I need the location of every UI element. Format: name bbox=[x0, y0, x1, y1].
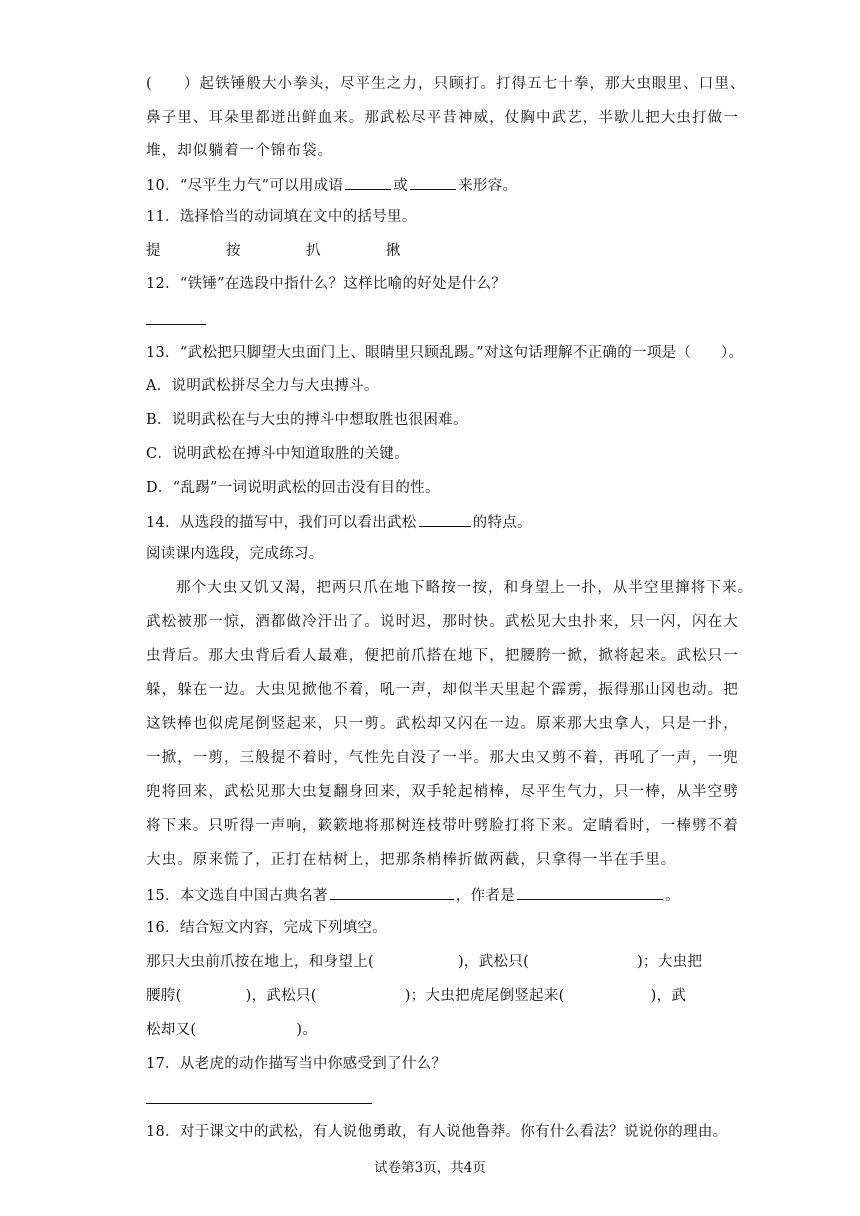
verb-option: 扒 bbox=[306, 243, 321, 259]
verb-options bbox=[146, 241, 446, 261]
fill-text: )。 bbox=[296, 1022, 318, 1038]
passage2-line: 一掀，一剪，三般提不着时，气性先自没了一半。那大虫又剪不着，再吼了一声，一兜 bbox=[146, 750, 739, 766]
question-15 bbox=[146, 884, 726, 906]
question-10 bbox=[146, 174, 726, 196]
question-11: 11．选择恰当的动词填在文中的括号里。 bbox=[146, 209, 417, 225]
q14-prefix: 14．从选段的描写中，我们可以看出武松 bbox=[146, 515, 417, 531]
passage1-line: ( ）起铁锤般大小拳头，尽平生之力，只顾打。打得五七十拳，那大虫眼里、口里、 bbox=[146, 76, 746, 92]
answer-blank[interactable] bbox=[345, 174, 391, 190]
verb-option: 揪 bbox=[386, 243, 401, 259]
answer-blank[interactable] bbox=[330, 884, 454, 900]
passage2-line: 这铁棒也似虎尾倒竖起来，只一剪。武松却又闪在一边。原来那大虫拿人，只是一扑， bbox=[146, 716, 739, 732]
option-a[interactable]: A．说明武松拼尽全力与大虫搏斗。 bbox=[146, 378, 379, 394]
reading-intro: 阅读课内选段，完成练习。 bbox=[146, 546, 324, 562]
fill-text: 松却又( bbox=[146, 1022, 197, 1038]
passage2-line: 躲，躲在一边。大虫见掀他不着，吼一声，却似半天里起个霹雳，振得那山冈也动。把 bbox=[146, 682, 739, 698]
fill-line bbox=[146, 986, 726, 1006]
question-14 bbox=[146, 511, 726, 533]
question-13: 13．“武松把只脚望大虫面门上、眼睛里只顾乱踢。”对这句话理解不正确的一项是（ ）。 bbox=[146, 345, 744, 361]
fill-text: )，武松只( bbox=[245, 988, 317, 1004]
option-b[interactable]: B．说明武松在与大虫的搏斗中想取胜也很困难。 bbox=[146, 412, 468, 428]
option-d[interactable]: D．“乱踢”一词说明武松的回击没有目的性。 bbox=[146, 480, 440, 496]
q15-prefix: 15．本文选自中国古典名著 bbox=[146, 888, 328, 904]
passage2-line: 将下来。只听得一声响，簌簌地将那树连枝带叶劈脸打将下来。定睛看时，一棒劈不着 bbox=[146, 818, 739, 834]
passage2-line: 大虫。原来慌了，正打在枯树上，把那条梢棒折做两截，只拿得一半在手里。 bbox=[146, 852, 677, 868]
q10-mid: 或 bbox=[393, 178, 409, 194]
q10-suffix: 来形容。 bbox=[458, 178, 518, 194]
answer-line[interactable] bbox=[146, 1103, 372, 1104]
verb-option: 提 bbox=[146, 243, 161, 259]
q15-suffix: 。 bbox=[665, 888, 680, 904]
fill-line bbox=[146, 952, 726, 972]
fill-line bbox=[146, 1020, 726, 1040]
verb-option: 按 bbox=[226, 243, 241, 259]
question-18: 18．对于课文中的武松，有人说他勇敢，有人说他鲁莽。你有什么看法？说说你的理由。 bbox=[146, 1124, 728, 1140]
passage2-line: 兜将回来，武松见那大虫复翻身回来，双手轮起梢棒，尽平生气力，只一棒，从半空劈 bbox=[146, 784, 739, 800]
passage1-line: 堆，却似躺着一个锦布袋。 bbox=[146, 143, 334, 159]
answer-blank[interactable] bbox=[517, 884, 663, 900]
passage2-line: 虫背后。那大虫背后看人最难，便把前爪搭在地下，把腰胯一掀，掀将起来。武松只一 bbox=[146, 648, 739, 664]
answer-line[interactable] bbox=[146, 324, 206, 325]
passage1-line: 鼻子里、耳朵里都迸出鲜血来。那武松尽平昔神威，仗胸中武艺，半歇儿把大虫打做一 bbox=[146, 110, 739, 126]
page-footer: 试卷第3页，共4页 bbox=[374, 1160, 486, 1176]
passage2-line: 武松被那一惊，酒都做冷汗出了。说时迟，那时快。武松见大虫扑来，只一闪，闪在大 bbox=[146, 614, 739, 630]
question-16: 16．结合短文内容，完成下列填空。 bbox=[146, 920, 388, 936]
fill-text: 那只大虫前爪按在地上，和身望上( bbox=[146, 954, 374, 970]
fill-text: )，武松只( bbox=[457, 954, 530, 970]
q14-suffix: 的特点。 bbox=[472, 515, 532, 531]
question-17: 17．从老虎的动作描写当中你感受到了什么？ bbox=[146, 1056, 447, 1072]
fill-text: )，武 bbox=[650, 988, 687, 1004]
passage2-line: 那个大虫又饥又渴，把两只爪在地下略按一按，和身望上一扑，从半空里撺将下来。 bbox=[176, 580, 754, 596]
answer-blank[interactable] bbox=[419, 511, 471, 527]
q15-mid: ，作者是 bbox=[455, 888, 516, 904]
answer-blank[interactable] bbox=[410, 174, 456, 190]
q10-prefix: 10．“尽平生力气”可以用成语 bbox=[146, 178, 344, 194]
fill-text: )；大虫把虎尾倒竖起来( bbox=[404, 988, 565, 1004]
question-12: 12．“铁锤”在选段中指什么？这样比喻的好处是什么？ bbox=[146, 276, 507, 292]
fill-text: 腰胯( bbox=[146, 988, 182, 1004]
option-c[interactable]: C．说明武松在搏斗中知道取胜的关键。 bbox=[146, 446, 409, 462]
fill-text: )；大虫把 bbox=[637, 954, 703, 970]
